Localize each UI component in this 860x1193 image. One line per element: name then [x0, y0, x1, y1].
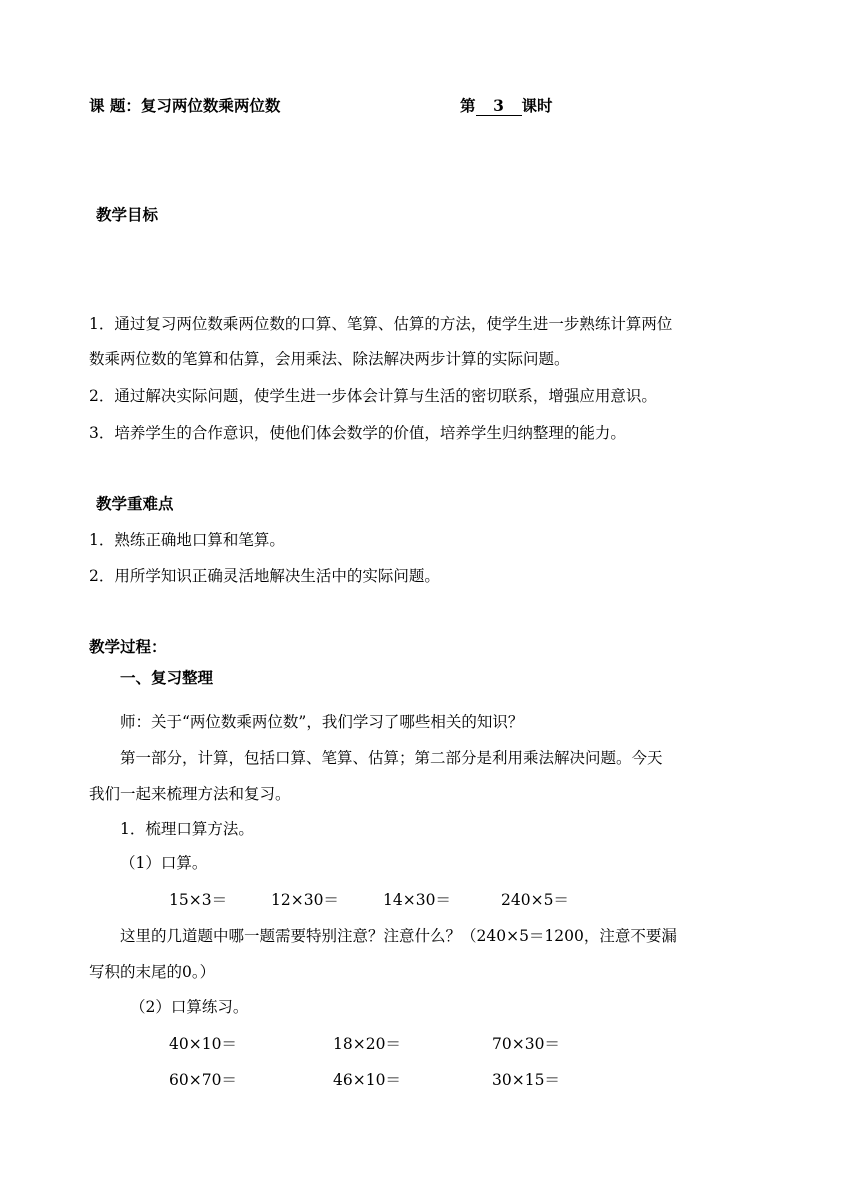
lesson-prefix: 第: [460, 96, 476, 115]
sub-title: （2）口算练习。: [130, 998, 249, 1016]
practice-item: 40×10＝: [169, 1035, 237, 1053]
calc-row: [0, 890, 860, 910]
sub-title: （1）口算。: [120, 854, 208, 872]
practice-item: 70×30＝: [492, 1035, 560, 1053]
lesson-number-line: [460, 96, 553, 116]
process-paragraph: 第一部分，计算，包括口算、笔算、估算；第二部分是利用乘法解决问题。今天: [120, 749, 663, 767]
section1-title: 一、复习整理: [120, 668, 214, 687]
lesson-header: [89, 96, 280, 116]
process-heading: 教学过程：: [89, 637, 167, 656]
goal-line: 2．通过解决实际问题，使学生进一步体会计算与生活的密切联系，增强应用意识。: [89, 387, 657, 405]
lesson-suffix: 课时: [521, 96, 553, 115]
practice-item: 60×70＝: [169, 1071, 237, 1089]
topic-label: 课 题：: [89, 96, 141, 115]
key-point-item: 1．熟练正确地口算和笔算。: [89, 531, 285, 549]
step-title: 1．梳理口算方法。: [120, 820, 254, 838]
topic-title: 复习两位数乘两位数: [140, 96, 281, 115]
calc-item: 12×30＝: [271, 891, 339, 909]
goal-line: 1．通过复习两位数乘两位数的口算、笔算、估算的方法，使学生进一步熟练计算两位: [89, 315, 673, 333]
process-paragraph: 师：关于“两位数乘两位数”，我们学习了哪些相关的知识？: [120, 713, 524, 731]
key-points-heading: 教学重难点: [96, 494, 174, 513]
practice-item: 46×10＝: [333, 1071, 401, 1089]
goal-line: 数乘两位数的笔算和估算，会用乘法、除法解决两步计算的实际问题。: [89, 350, 570, 368]
goals-heading: 教学目标: [96, 205, 159, 224]
calc-item: 240×5＝: [501, 891, 569, 909]
practice-item: 18×20＝: [333, 1035, 401, 1053]
goal-line: 3．培养学生的合作意识，使他们体会数学的价值，培养学生归纳整理的能力。: [89, 424, 626, 442]
practice-row: [0, 1034, 860, 1054]
practice-row: [0, 1070, 860, 1090]
practice-item: 30×15＝: [492, 1071, 560, 1089]
lesson-number: 3: [476, 97, 522, 116]
note-line: 写积的末尾的0。）: [89, 963, 216, 981]
note-line: 这里的几道题中哪一题需要特别注意？注意什么？（240×5＝1200，注意不要漏: [120, 927, 677, 945]
process-paragraph: 我们一起来梳理方法和复习。: [89, 785, 291, 803]
key-point-item: 2．用所学知识正确灵活地解决生活中的实际问题。: [89, 567, 440, 585]
calc-item: 15×3＝: [169, 891, 228, 909]
calc-item: 14×30＝: [383, 891, 451, 909]
